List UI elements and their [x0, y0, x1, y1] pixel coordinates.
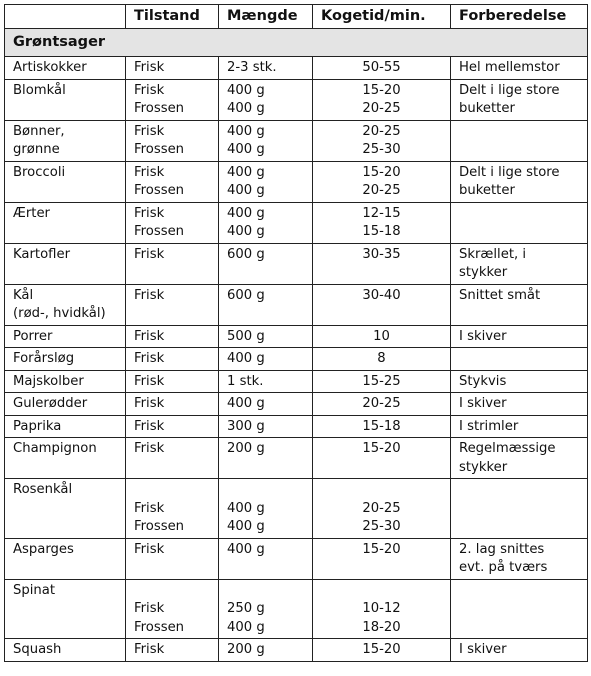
cell-state: [126, 161, 219, 202]
cell-prep: [451, 120, 588, 161]
cell-state-line: Frisk: [134, 82, 165, 98]
cell-time: [313, 325, 451, 348]
cell-amount: [219, 538, 313, 579]
cell-time: [313, 161, 451, 202]
cell-state: [126, 538, 219, 579]
cell-name-line: (rød-, hvidkål): [13, 306, 106, 321]
cell-state-line: Frossen: [134, 142, 185, 157]
cell-amount: [219, 438, 313, 479]
cell-amount-line: 400 g: [227, 396, 265, 411]
cell-name: [5, 243, 126, 284]
cell-prep: [451, 243, 588, 284]
cooking-times-table: [4, 4, 588, 662]
cell-time-line: 20-25: [362, 500, 401, 516]
cell-state-line: Frossen: [134, 519, 185, 534]
table-row: [5, 348, 588, 371]
cell-state-line: Frisk: [134, 418, 165, 434]
cell-prep: [451, 370, 588, 393]
cell-prep: [451, 438, 588, 479]
cell-state-line: Frisk: [134, 60, 165, 75]
cell-name: [5, 393, 126, 416]
cell-amount: [219, 415, 313, 438]
cell-state-line: Frisk: [134, 396, 165, 411]
cell-name-line: Squash: [13, 642, 62, 657]
table-row: [5, 120, 588, 161]
cell-amount-line: 400 g: [227, 183, 265, 198]
cell-name: [5, 579, 126, 639]
cell-time: [313, 415, 451, 438]
cell-amount-line: 2-3 stk.: [227, 60, 277, 75]
cell-time-line: 15-18: [362, 224, 401, 239]
table-row: [5, 438, 588, 479]
cell-amount: [219, 479, 313, 539]
cell-prep: [451, 202, 588, 243]
cell-name: [5, 538, 126, 579]
cell-time-line: 8: [377, 351, 386, 366]
cell-prep: [451, 479, 588, 539]
cell-amount: [219, 202, 313, 243]
table-row: [5, 243, 588, 284]
cell-state: [126, 348, 219, 371]
cell-prep: [451, 415, 588, 438]
cell-amount: [219, 325, 313, 348]
cell-name: [5, 79, 126, 120]
cell-amount-line: 400 g: [227, 351, 265, 366]
cell-time: [313, 57, 451, 80]
cell-time-line: 30-40: [362, 287, 401, 303]
cell-time-line: 20-25: [362, 123, 401, 139]
cell-state: [126, 479, 219, 539]
cell-name: [5, 325, 126, 348]
cell-state-line: [134, 582, 218, 601]
cell-name: [5, 479, 126, 539]
cell-time: [313, 348, 451, 371]
cell-time-line: 15-20: [362, 642, 401, 657]
cell-time: [313, 120, 451, 161]
cell-name: [5, 639, 126, 662]
cell-state: [126, 202, 219, 243]
cell-amount-line: 400 g: [227, 142, 265, 157]
cell-name-line: Broccoli: [13, 164, 66, 180]
cell-name: [5, 57, 126, 80]
table-row: [5, 639, 588, 662]
cell-time-line: 12-15: [362, 205, 401, 221]
cell-amount-line: 400 g: [227, 164, 265, 180]
cell-state: [126, 415, 219, 438]
cell-name-line: Bønner,: [13, 123, 65, 139]
cell-amount: [219, 57, 313, 80]
cell-state: [126, 284, 219, 325]
cell-time-line: 15-25: [362, 373, 401, 389]
cell-name-line: Kål: [13, 287, 34, 303]
cell-time: [313, 538, 451, 579]
cell-name: [5, 348, 126, 371]
cell-amount-line: 600 g: [227, 287, 265, 303]
cell-state: [126, 325, 219, 348]
cell-name-line: Spinat: [13, 582, 56, 598]
cell-state: [126, 79, 219, 120]
cell-name: [5, 415, 126, 438]
cell-amount-line: 400 g: [227, 101, 265, 116]
header-kogetid: Kogetid/min.: [313, 5, 451, 29]
cell-state: [126, 57, 219, 80]
table-row: [5, 370, 588, 393]
cell-name-line: grønne: [13, 142, 60, 157]
cell-prep-line: I skiver: [459, 396, 507, 411]
cell-time-line: 50-55: [362, 60, 401, 75]
table-row: [5, 161, 588, 202]
cell-amount: [219, 120, 313, 161]
cell-state-line: Frisk: [134, 246, 165, 262]
cell-time-line: 20-25: [362, 101, 401, 116]
cell-prep: [451, 348, 588, 371]
cell-prep-line: buketter: [459, 183, 515, 198]
header-cell-blank: [5, 5, 126, 29]
cell-amount-line: 250 g: [227, 601, 265, 616]
cell-name-line: Ærter: [13, 205, 50, 221]
cell-amount-line: 400 g: [227, 541, 265, 557]
header-tilstand: Tilstand: [126, 5, 219, 29]
cell-name: [5, 370, 126, 393]
cell-amount-line: 400 g: [227, 619, 265, 635]
cell-state-line: Frisk: [134, 351, 165, 366]
cell-time: [313, 479, 451, 539]
cell-prep-line: 2. lag snittes: [459, 541, 545, 557]
cell-state-line: Frossen: [134, 224, 185, 239]
cell-state-line: Frossen: [134, 619, 185, 635]
cell-time-line: 15-20: [362, 82, 401, 98]
cell-prep-line: buketter: [459, 101, 515, 116]
cell-amount-line: 400 g: [227, 82, 265, 98]
cell-name-line: Paprika: [13, 418, 62, 434]
cell-state-line: Frisk: [134, 601, 165, 616]
cell-amount-line: 1 stk.: [227, 373, 264, 389]
cell-amount-line: 300 g: [227, 418, 265, 434]
cell-prep-line: Delt i lige store: [459, 164, 560, 180]
cell-state-line: Frisk: [134, 642, 165, 657]
cell-time: [313, 438, 451, 479]
cell-amount-line: 400 g: [227, 123, 265, 139]
cell-name-line: Artiskokker: [13, 60, 87, 75]
cell-prep-line: I skiver: [459, 328, 507, 344]
cell-time: [313, 284, 451, 325]
cell-name-line: Kartofler: [13, 246, 70, 262]
cell-time-line: 25-30: [362, 142, 401, 157]
cell-state-line: [134, 481, 218, 500]
table-body: [5, 28, 588, 661]
cell-prep: [451, 579, 588, 639]
cell-time-line: 18-20: [362, 619, 401, 635]
cell-amount: [219, 243, 313, 284]
cell-time-line: [313, 481, 450, 500]
cell-name: [5, 161, 126, 202]
cell-time-line: 20-25: [362, 183, 401, 198]
cell-prep: [451, 284, 588, 325]
cell-prep-line: evt. på tværs: [459, 560, 548, 575]
cell-state-line: Frisk: [134, 205, 165, 221]
cell-time-line: 15-20: [362, 541, 401, 557]
table-row: [5, 284, 588, 325]
table-row: [5, 393, 588, 416]
cell-amount-line: 400 g: [227, 224, 265, 239]
cell-name-line: Asparges: [13, 541, 74, 557]
cell-amount-line: 200 g: [227, 441, 265, 456]
table-row: [5, 538, 588, 579]
cell-state: [126, 370, 219, 393]
cell-time-line: [313, 582, 450, 601]
header-maengde: Mængde: [219, 5, 313, 29]
cell-prep-line: Snittet småt: [459, 287, 541, 303]
cell-state: [126, 639, 219, 662]
cell-amount-line: 200 g: [227, 642, 265, 657]
cell-time-line: 15-20: [362, 164, 401, 180]
cell-state: [126, 393, 219, 416]
cell-amount: [219, 348, 313, 371]
cell-amount: [219, 370, 313, 393]
table-row: [5, 415, 588, 438]
header-row: [5, 5, 588, 29]
cell-time: [313, 370, 451, 393]
cell-amount: [219, 579, 313, 639]
cell-name-line: Porrer: [13, 328, 53, 344]
table-row: [5, 579, 588, 639]
cell-time: [313, 393, 451, 416]
table-row: [5, 479, 588, 539]
cell-state-line: Frisk: [134, 164, 165, 180]
cell-state-line: Frisk: [134, 123, 165, 139]
cell-prep: [451, 639, 588, 662]
cell-amount-line: 400 g: [227, 500, 265, 516]
cell-prep: [451, 79, 588, 120]
cell-name-line: Blomkål: [13, 82, 66, 98]
cell-state-line: Frisk: [134, 373, 165, 389]
cell-amount-line: [227, 481, 312, 500]
cell-state-line: Frisk: [134, 500, 165, 516]
cell-prep-line: I skiver: [459, 642, 507, 657]
cell-amount-line: 400 g: [227, 519, 265, 534]
cell-time: [313, 639, 451, 662]
cell-time-line: 15-18: [362, 418, 401, 434]
cell-prep-line: Delt i lige store: [459, 82, 560, 98]
cell-amount: [219, 639, 313, 662]
cell-time-line: 20-25: [362, 396, 401, 411]
cell-name-line: Majskolber: [13, 373, 84, 389]
cell-time: [313, 79, 451, 120]
cell-prep: [451, 325, 588, 348]
cell-time-line: 10: [373, 328, 390, 344]
cell-state: [126, 120, 219, 161]
cell-prep: [451, 161, 588, 202]
cell-time-line: 10-12: [362, 601, 401, 616]
cell-time: [313, 202, 451, 243]
cell-state-line: Frossen: [134, 183, 185, 198]
cell-name: [5, 120, 126, 161]
cell-prep-line: Stykvis: [459, 373, 507, 389]
cell-state-line: Frisk: [134, 541, 165, 557]
cell-amount-line: 400 g: [227, 205, 265, 221]
cell-name-line: Gulerødder: [13, 396, 88, 411]
cell-name: [5, 438, 126, 479]
cell-prep: [451, 393, 588, 416]
cell-name-line: Forårsløg: [13, 351, 75, 366]
cell-time-line: 30-35: [362, 246, 401, 262]
cell-state-line: Frisk: [134, 441, 165, 456]
cell-state: [126, 243, 219, 284]
cell-amount: [219, 284, 313, 325]
cell-amount-line: [227, 582, 312, 601]
section-title: Grøntsager: [5, 28, 588, 57]
cell-prep: [451, 57, 588, 80]
header-forberedelse: Forberedelse: [451, 5, 588, 29]
cell-prep-line: I strimler: [459, 418, 519, 434]
cell-name-line: Champignon: [13, 441, 97, 456]
cell-amount: [219, 393, 313, 416]
cell-state: [126, 579, 219, 639]
cell-time: [313, 243, 451, 284]
cell-name: [5, 202, 126, 243]
cell-state-line: Frossen: [134, 101, 185, 116]
cell-time: [313, 579, 451, 639]
cell-prep-line: Hel mellemstor: [459, 60, 560, 75]
section-row: [5, 28, 588, 57]
cell-amount: [219, 161, 313, 202]
cell-prep-line: stykker: [459, 459, 508, 475]
cell-amount: [219, 79, 313, 120]
cell-state: [126, 438, 219, 479]
document-page: [4, 4, 588, 662]
cell-time-line: 25-30: [362, 519, 401, 534]
cell-time-line: 15-20: [362, 441, 401, 456]
cell-prep-line: stykker: [459, 265, 508, 280]
cell-prep-line: Skrællet, i: [459, 246, 527, 262]
cell-state-line: Frisk: [134, 328, 165, 344]
table-row: [5, 57, 588, 80]
table-row: [5, 325, 588, 348]
cell-state-line: Frisk: [134, 287, 165, 303]
cell-prep-line: Regelmæssige: [459, 441, 556, 456]
table-row: [5, 79, 588, 120]
cell-prep: [451, 538, 588, 579]
cell-name: [5, 284, 126, 325]
table-row: [5, 202, 588, 243]
cell-amount-line: 500 g: [227, 328, 265, 344]
cell-amount-line: 600 g: [227, 246, 265, 262]
cell-name-line: Rosenkål: [13, 482, 73, 497]
